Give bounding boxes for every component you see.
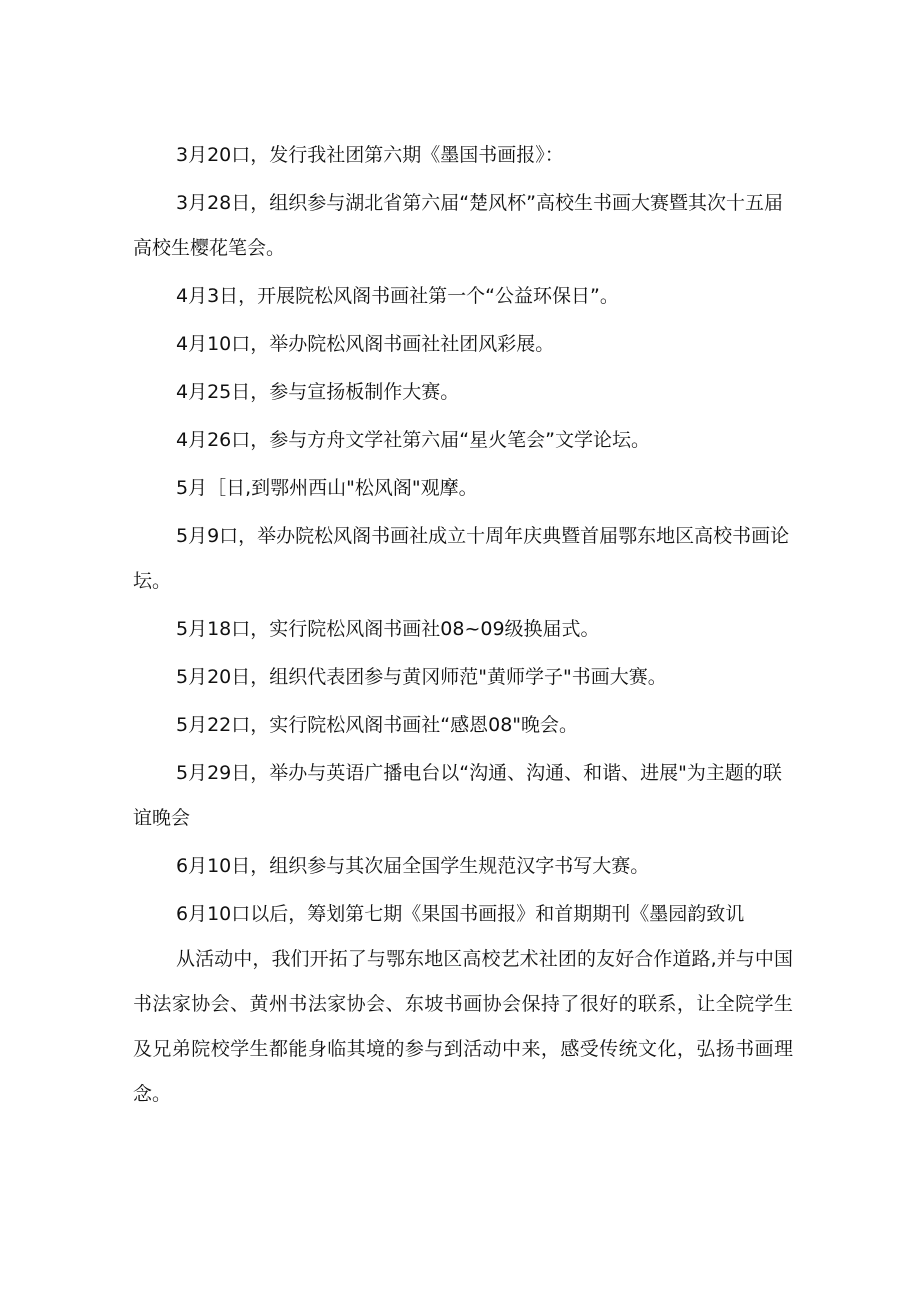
paragraph-event-may18: 5月18口，实行院松风阁书画社08~09级换届式。	[176, 618, 600, 640]
paragraph-event-apr26: 4月26口，参与方舟文学社第六届“星火笔会”文学论坛。	[176, 429, 650, 451]
paragraph-event-apr10: 4月10口，举办院松风阁书画社社团风彩展。	[176, 333, 555, 355]
paragraph-event-apr25: 4月25日，参与宣扬板制作大赛。	[176, 381, 460, 403]
paragraph-event-may20: 5月20日，组织代表团参与黄冈师范"黄师学子"书画大赛。	[176, 666, 667, 688]
paragraph-event-may1: 5月［日,到鄂州西山"松风阁"观摩。	[176, 477, 478, 499]
paragraph-event-may9: 5月9口，举办院松风阁书画社成立十周年庆典暨首届鄂东地区高校书画论坛。	[133, 525, 790, 592]
paragraph-event-after-jun10: 6月10口以后，筹划第七期《果国书画报》和首期期刊《墨园韵致讥	[176, 903, 745, 925]
paragraph-event-mar28: 3月28日，组织参与湖北省第六届“楚风杯”高校生书画大赛暨其次十五届高校生樱花笔会。	[133, 192, 783, 259]
paragraph-event-may22: 5月22口，实行院松风阁书画社“感恩08"晚会。	[176, 714, 579, 736]
paragraph-summary: 从活动中，我们开拓了与鄂东地区高校艺术社团的友好合作道路,并与中国书法家协会、黄州书法家协会、东坡书画协会保持了很好的联系，让全院学生及兄弟院校学生都能身临其境的参与到活动中来，感受传统文化，弘扬书画理念。	[133, 948, 793, 1105]
paragraph-event-apr3: 4月3日，开展院松风阁书画社第一个“公益环保日”。	[176, 285, 619, 307]
document-body	[133, 133, 793, 1117]
paragraph-event-may29: 5月29日，举办与英语广播电台以“沟通、沟通、和谐、进展"为主题的联谊晚会	[133, 762, 782, 829]
paragraph-event-jun10: 6月10日，组织参与其次届全国学生规范汉字书写大赛。	[176, 855, 650, 877]
paragraph-event-mar20: 3月20口，发行我社团第六期《墨国书画报》：	[176, 144, 564, 166]
